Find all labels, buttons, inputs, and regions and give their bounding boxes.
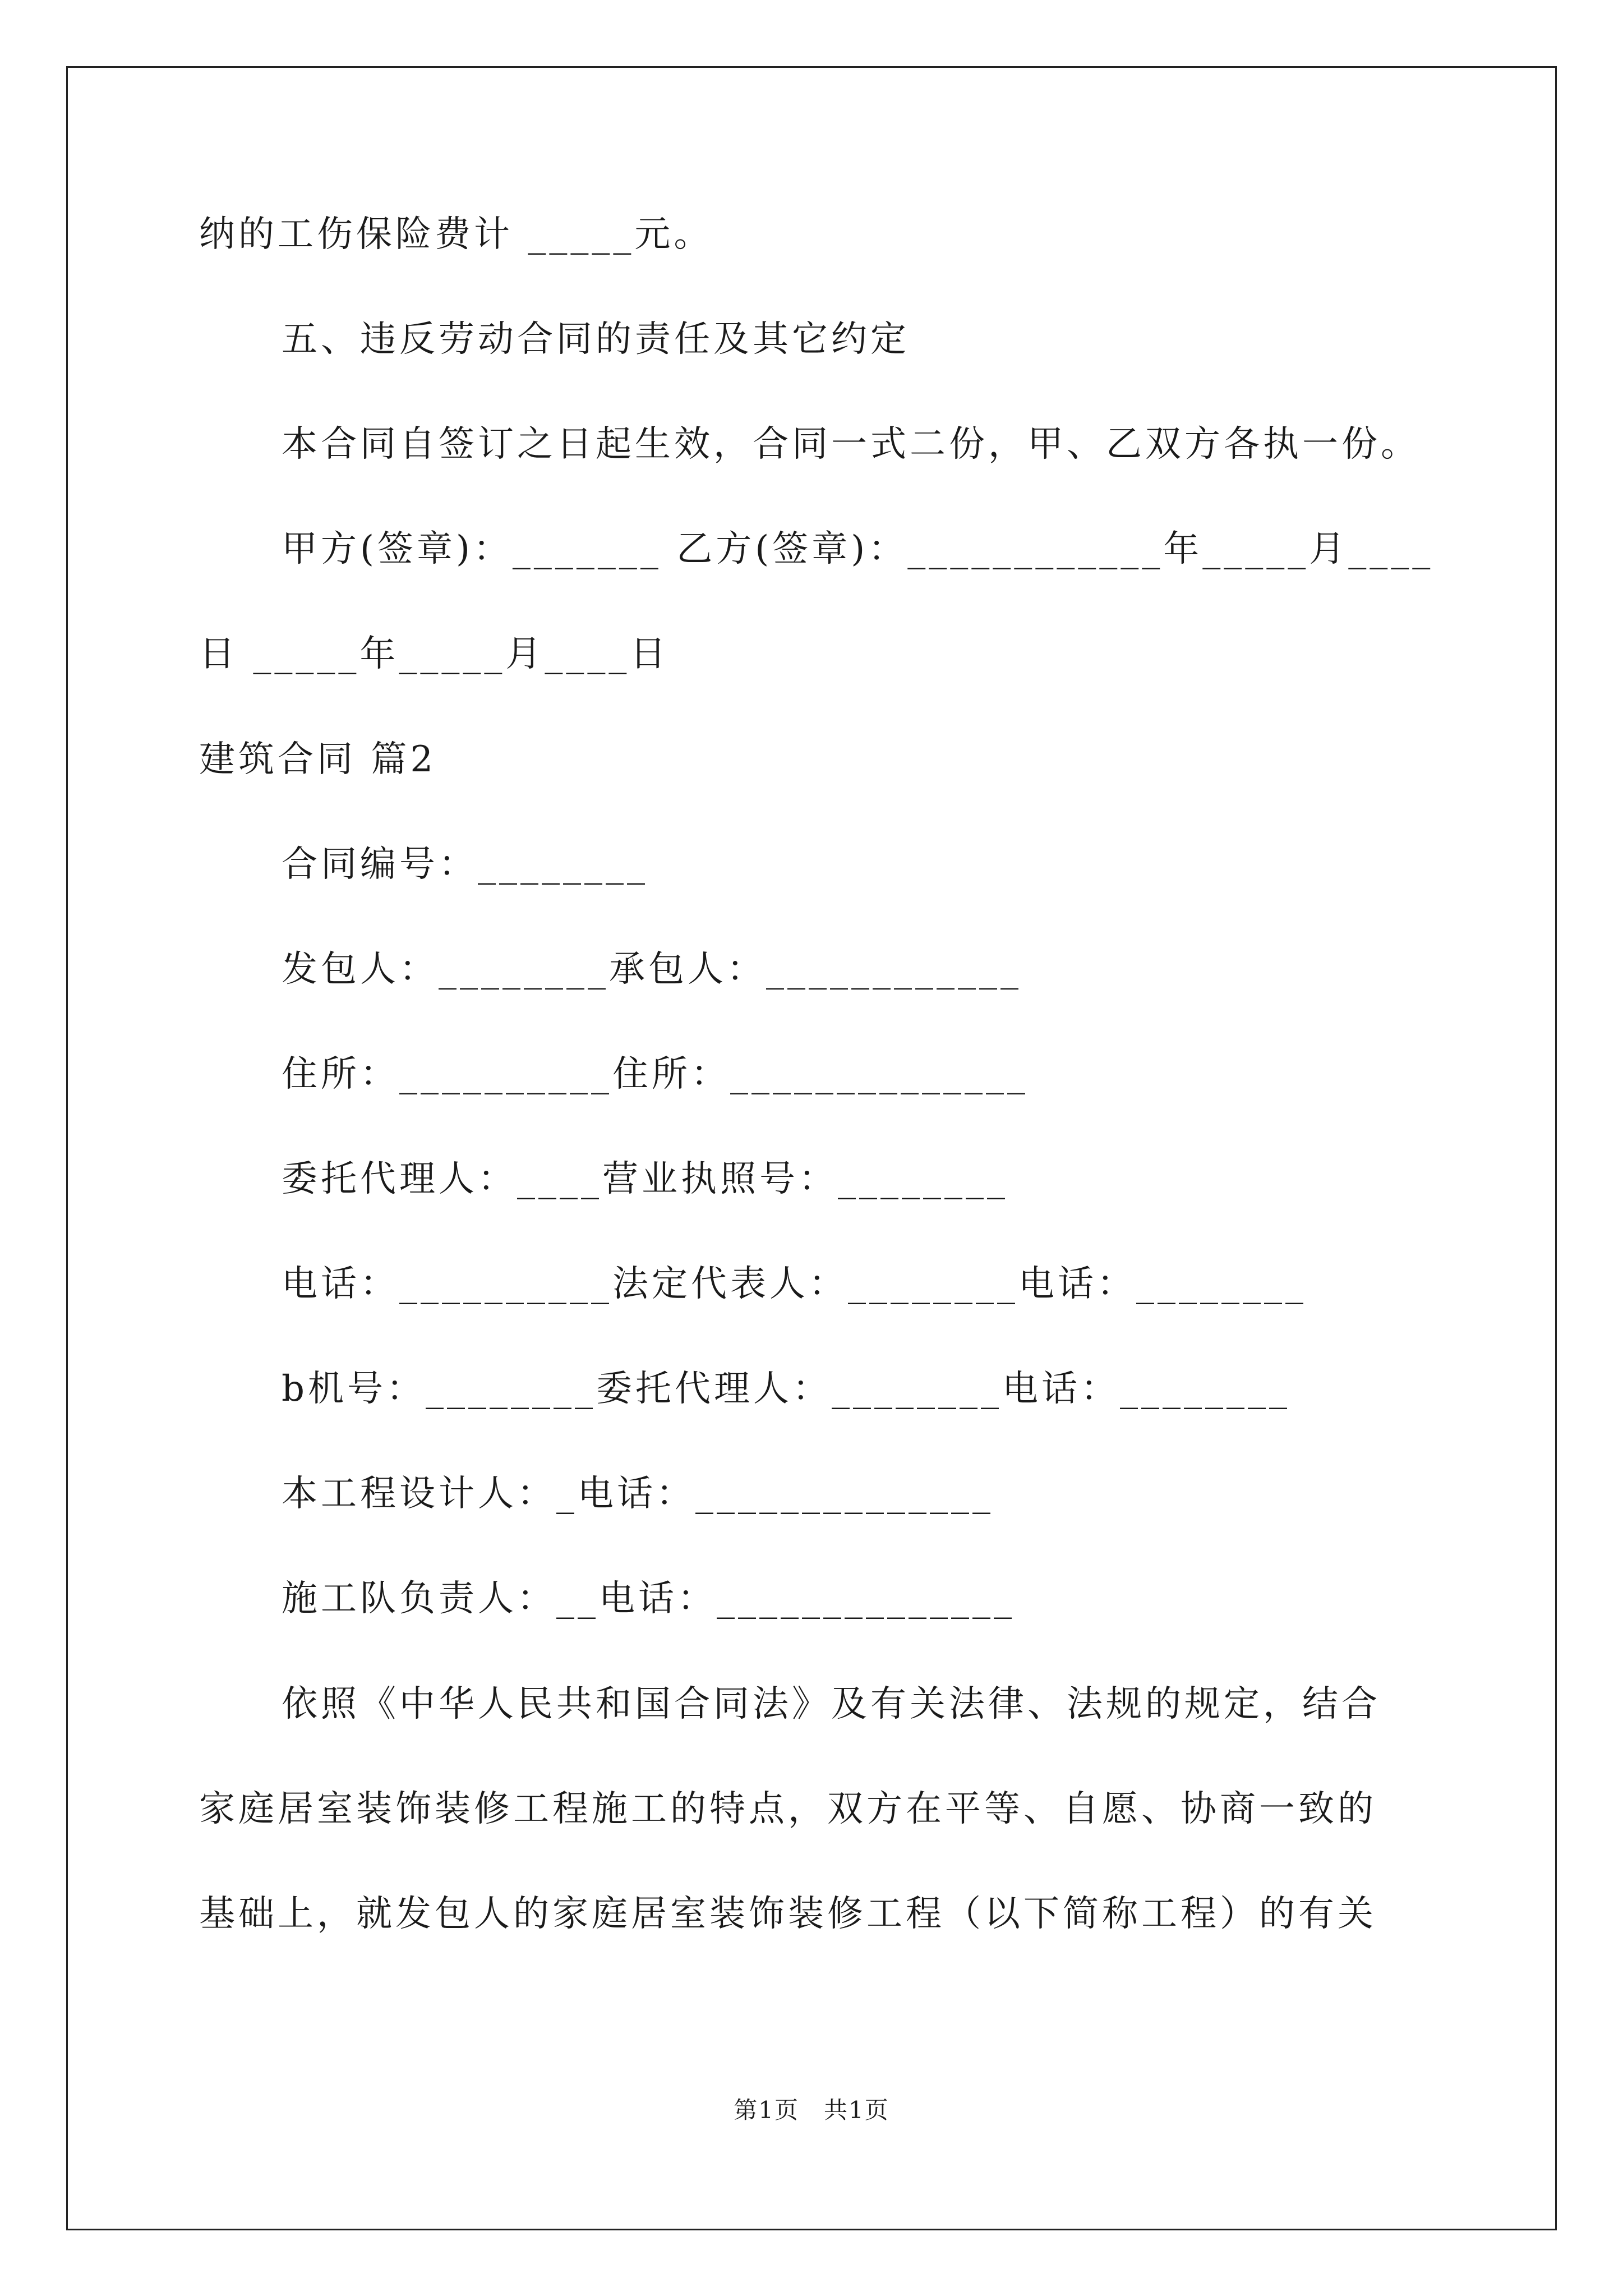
- text-line-1: 纳的工伤保险费计 _____元。: [199, 214, 713, 255]
- body-paragraph-line-1: 依照《中华人民共和国合同法》及有关法律、法规的规定，结合: [282, 1683, 1381, 1725]
- agent-license-line: 委托代理人：____营业执照号：________: [282, 1158, 1008, 1200]
- text-line-3: 本合同自签订之日起生效，合同一式二份，甲、乙双方各执一份。: [282, 424, 1420, 465]
- signature-line: 甲方(签章)：_______ 乙方(签章)：____________年_____月____: [282, 528, 1434, 570]
- team-leader-line: 施工队负责人：__电话：______________: [282, 1578, 1015, 1619]
- designer-line: 本工程设计人：_电话：______________: [282, 1473, 994, 1515]
- contract-title-part2: 建筑合同 篇2: [199, 739, 437, 780]
- mobile-agent-line: b机号：________委托代理人：________电话：________: [282, 1368, 1290, 1410]
- contract-number-line: 合同编号：________: [282, 844, 648, 885]
- page-number-footer: 第1页 共1页: [734, 2096, 889, 2124]
- body-paragraph-line-3: 基础上，就发包人的家庭居室装饰装修工程（以下简称工程）的有关: [199, 1893, 1377, 1935]
- party-line: 发包人：________承包人：____________: [282, 949, 1022, 990]
- address-line: 住所：__________住所：______________: [282, 1053, 1029, 1095]
- body-paragraph-line-2: 家庭居室装饰装修工程施工的特点，双方在平等、自愿、协商一致的: [199, 1788, 1377, 1830]
- date-line: 日 _____年_____月____日: [199, 633, 670, 675]
- section-heading-5: 五、违反劳动合同的责任及其它约定: [282, 319, 910, 360]
- phone-representative-line: 电话：__________法定代表人：________电话：________: [282, 1263, 1307, 1305]
